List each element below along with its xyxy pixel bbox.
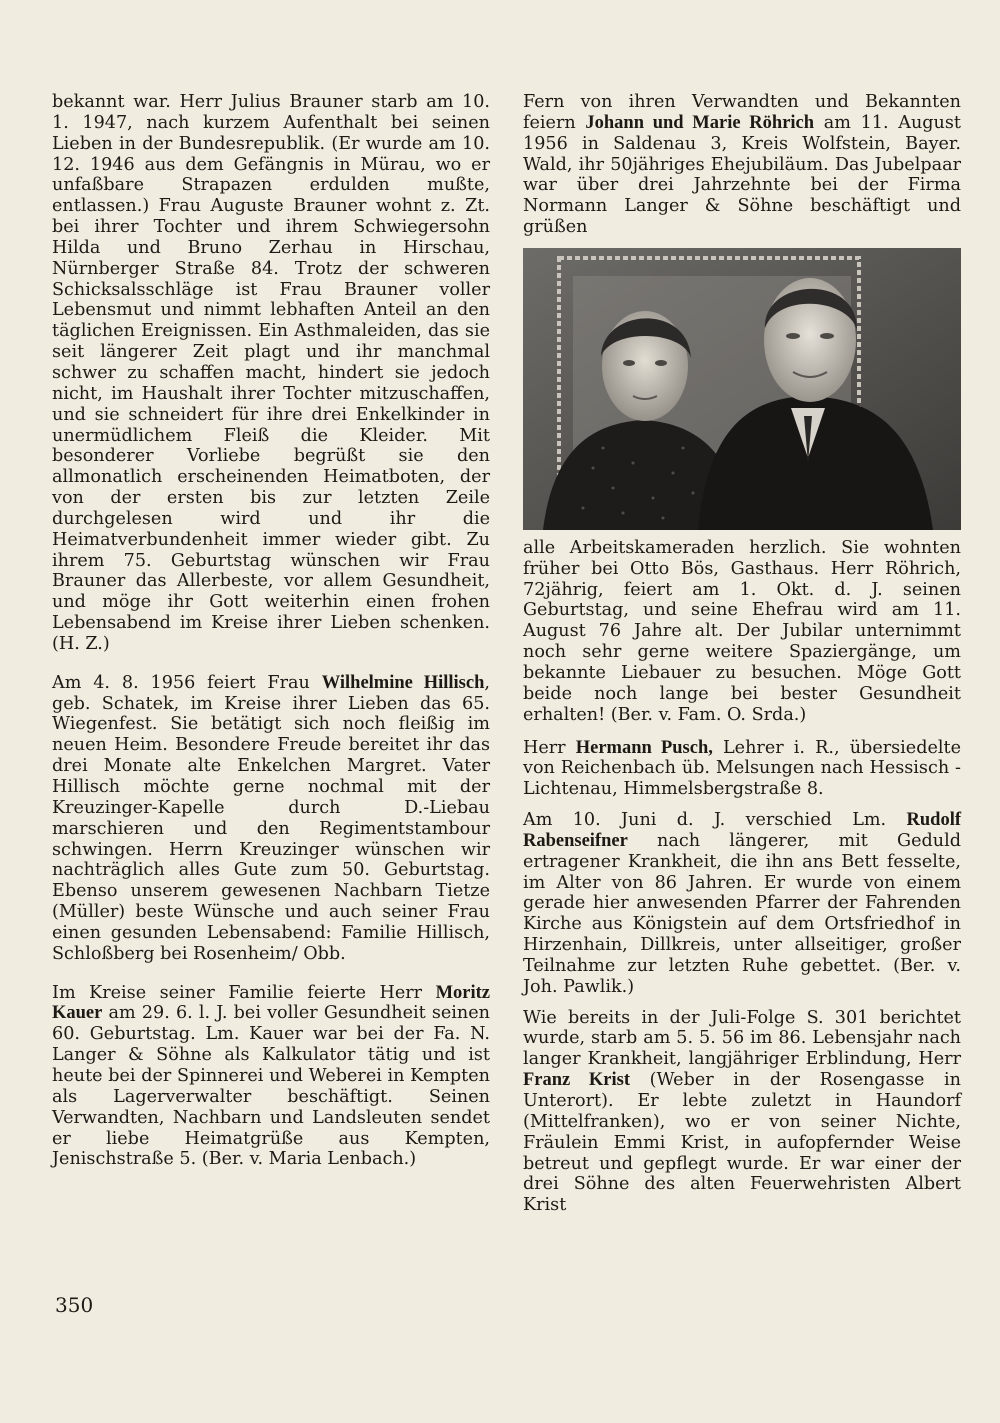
right-column bbox=[523, 92, 961, 1226]
bold-name: Rudolf Rabenseifner bbox=[523, 810, 961, 851]
left-column bbox=[52, 92, 490, 1188]
article-hillisch bbox=[52, 673, 490, 965]
article-kauer bbox=[52, 983, 490, 1171]
bold-name: Moritz Kauer bbox=[52, 982, 490, 1024]
text-run: Am 10. Juni d. J. verschied Lm. bbox=[523, 810, 907, 831]
article-rabenseifner bbox=[523, 810, 961, 998]
text-run: am 29. 6. l. J. bei voller Gesundheit seinen 60. Geburtstag. Lm. Kauer war bei der Fa. N. Langer & Söhne als Kalkulator tätig und ist heute bei der Spinnerei und Weberei in Kempten als Lagerverwalter beschäftigt. Seinen Verwandten, Nachbarn und Landsleuten sendet er liebe Heimatgrüße aus Kempten, Jenischstraße 5. (Ber. v. Maria Lenbach.) bbox=[52, 1003, 490, 1170]
text-run: Fern von ihren Verwandten und Bekannten feiern bbox=[523, 92, 961, 133]
text-run: Lehrer i. R., übersiedelte von Reichenbach üb. Melsungen nach Hessisch - Lichtenau, Himmelsbergstraße 8. bbox=[523, 737, 961, 800]
text-run: (Weber in der Rosengasse in Unterort). Er lebte zuletzt in Haundorf (Mittelfranken), wo er von seiner Nichte, Fräulein Emmi Krist, in aufopfernder Weise betreut und gepflegt wurde. Er war einer der drei Söhne des alten Feuerwehristen Albert Krist bbox=[523, 1070, 961, 1216]
article-roehrich-continued: alle Arbeitskameraden herzlich. Sie wohnten früher bei Otto Bös, Gasthaus. Herr Röhrich, 72jährig, feiert am 1. Okt. d. J. seinen Geburtstag, und seine Ehefrau wird am 11. August 76 Jahre alt. Der Jubilar unternimmt noch sehr gerne weitere Spaziergänge, um bekannte Liebauer zu besuchen. Möge Gott beide noch lange bei bester Gesundheit erhalten! (Ber. v. Fam. O. Srda.) bbox=[523, 537, 961, 725]
bold-name: Wilhelmine Hillisch bbox=[321, 672, 485, 693]
text-run: Wie bereits in der Juli-Folge S. 301 berichtet wurde, starb am 5. 5. 56 im 86. Lebensjahr nach langer Krankheit, langjähriger Erblindung, Herr bbox=[523, 1007, 961, 1070]
couple-photo-image bbox=[523, 248, 961, 530]
text-run: Im Kreise seiner Familie feierte Herr bbox=[52, 982, 436, 1003]
article-krist bbox=[523, 1008, 961, 1216]
bold-name: Franz Krist bbox=[523, 1070, 631, 1091]
article-pusch bbox=[523, 738, 961, 801]
text-run: Herr bbox=[523, 737, 576, 758]
text-run: am 11. August 1956 in Saldenau 3, Kreis Wolfstein, Bayer. Wald, ihr 50jähriges Ehejubiläum. Das Jubelpaar war über drei Jahrzehnte bei der Firma Normann Langer & Söhne beschäftigt und grüßen bbox=[523, 112, 961, 238]
page-number: 350 bbox=[55, 1293, 94, 1317]
bold-name: Johann und Marie Röhrich bbox=[585, 112, 815, 133]
bold-name: Hermann Pusch, bbox=[575, 737, 713, 758]
text-run: nach längerer, mit Geduld ertragener Krankheit, die ihn ans Bett fesselte, im Alter von 86 Jahren. Er wurde von einem gerade hier anwesenden Pfarrer der Fahrenden Kirche aus Königstein auf dem Ortsfriedhof in Hirzenhain, Dillkreis, unter allseitiger, großer Teilnahme zur letzten Ruhe gebettet. (Ber. v. Joh. Pawlik.) bbox=[523, 830, 961, 997]
article-brauner: bekannt war. Herr Julius Brauner starb am 10. 1. 1947, nach kurzem Aufenthalt bei seinen Lieben in der Bundesrepublik. (Er wurde am 10. 12. 1946 aus dem Gefängnis in Mürau, wo er unfaßbare Strapazen erdulden mußte, entlassen.) Frau Auguste Brauner wohnt z. Zt. bei ihrer Tochter und ihrem Schwiegersohn Hilda und Bruno Zerhau in Hirschau, Nürnberger Straße 84. Trotz der schweren Schicksalsschläge ist Frau Brauner voller Lebensmut und nimmt lebhaften Anteil an den täglichen Ereignissen. Ein Asthmaleiden, das sie seit längerer Zeit plagt und ihr manchmal schwer zu schaffen macht, hindert sie jedoch nicht, im Haushalt ihrer Tochter mitzuschaffen, und sie schneidert für ihre drei Enkelkinder in unermüdlichem Fleiß die Kleider. Mit besonderer Vorliebe begrüßt sie den allmonatlich erscheinenden Heimatboten, der von der ersten bis zur letzten Zeile durchgelesen wird und ihr die Heimatverbundenheit immer wieder gibt. Zu ihrem 75. Geburtstag wünschen wir Frau Brauner das Allerbeste, vor allem Gesundheit, und möge ihr Gott weiterhin einen frohen Lebensabend im Kreise ihrer Lieben schenken. (H. Z.) bbox=[52, 92, 490, 654]
text-run: Am 4. 8. 1956 feiert Frau bbox=[52, 672, 322, 693]
couple-photo bbox=[523, 248, 961, 530]
text-run: , geb. Schatek, im Kreise ihrer Lieben das 65. Wiegenfest. Sie betätigt sich noch fleißig im neuen Heim. Besondere Freude bereitet ihr das drei Monate alte Enkelchen Margret. Vater Hillisch möchte gerne nochmal mit der Kreuzinger-Kapelle durch D.-Liebau marschieren und den Regimentstambour schwingen. Herrn Kreuzinger wünschen wir nachträglich alles Gute zum 50. Geburtstag. Ebenso unserem gewesenen Nachbarn Tietze (Müller) beste Wünsche und auch seiner Frau einen gesunden Lebensabend: Familie Hillisch, Schloßberg bei Rosenheim/ Obb. bbox=[52, 672, 490, 964]
article-roehrich-intro bbox=[523, 92, 961, 238]
